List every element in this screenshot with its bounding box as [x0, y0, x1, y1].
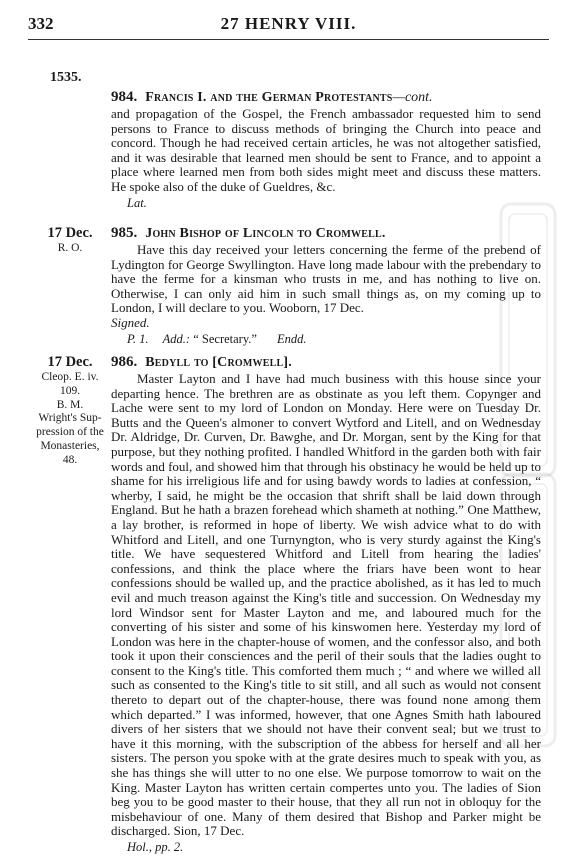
entry-body: [111, 372, 541, 839]
address-label: Add.:: [162, 331, 191, 346]
entry-note: [127, 840, 541, 855]
holograph-note: Hol., pp. 2.: [127, 840, 184, 854]
entry-heading: [111, 354, 541, 371]
entry-body: [111, 243, 541, 331]
entry-title: John Bishop of Lincoln to Cromwell.: [145, 226, 386, 241]
entry-date: 17 Dec.: [47, 354, 93, 370]
entry-number: 986.: [111, 354, 138, 370]
entry-note: [127, 332, 541, 347]
source-ref: Monasteries,: [40, 439, 100, 452]
pages-note: P. 1.: [127, 331, 149, 346]
entry-text: Master Layton and I have had much business with this house since your departing hence. The brethren are as obstinate as you left them. Copynger and Lache were sent to my lord of London on Monday. Here were on Tuesday Dr. Butts and the Queen's almoner to convert Wytford and Litell, and on Wednesday Dr. Aldridge, Dr. Curven, Dr. Bawghe, and Dr. Morgan, sent by the King for that purpose, but they nothing profited. I handled Whitford in the garden both with fair words and foul, and showed him that through his obstinacy he would be held up to shame for his irreligious life and for using bawdy words to ladies at confession, “ wherby, I said, he might be the occasion that shrift shall be laid down through England. But he hath a brazen forehead which shameth at nothing.” One Matthew, a lay brother, is reformed in hope of liberty. We wish advice what to do with Whitford and Litell, and one Turnyngton, who is very sturdy against the King's title. We have sequestered Whitford and Litell from hearing the ladies' confessions, and think the place where the friars have been wont to hear confessions should be walled up, and the practice abolished, as it has led to much evil and much treason against the King's title and succession. On Wednesday my lord Windsor sent for Master Layton and me, and laboured much for the converting of his sister and some of his kinswomen here. Yesterday my lord of London was here in the chapter-house of women, and the confessor also, and both took it upon their consciences and the peril of their souls that the ladies ought to consent to the King's title. This comforted them much ; “ and where we willed all such as consented to the King's title to sit still, and all such as would not consent thereto to depart out of the chapter-house, there was found none among them which departed.” I was informed, however, that one Agnes Smith hath laboured divers of her sisters that we should not have their convent seal; but we trust to have it this morning, with the subscription of the abbess for herself and all her sisters. The person you spoke with at the grate desires much to speak with you, as she has things she will utter to no one else. We purpose tomorrow to wait on the King. Master Layton has written certain compertes unto you. The ladies of Sion beg you to be good master to their house, that they all run not in obloquy for the misbehaviour of one. Many of them desired that Bishop and Parker might be discharged. Sion, 17 Dec.: [111, 371, 541, 839]
endorsed-note: Endd.: [276, 331, 307, 346]
entry-date: 17 Dec.: [47, 225, 93, 241]
source-ref: 109.: [59, 384, 81, 397]
header-rule: [28, 39, 549, 40]
entry-note: [127, 196, 541, 211]
library-stamp-watermark: [493, 470, 563, 750]
entry-heading: [111, 89, 541, 106]
entry-title: Bedyll to [Cromwell].: [145, 355, 292, 370]
entry-number: 985.: [111, 225, 138, 241]
entry-986: [111, 354, 541, 855]
language-note: Lat.: [127, 195, 147, 210]
library-stamp-watermark: [493, 200, 563, 480]
entry-cont: —cont.: [392, 90, 433, 105]
source-ref: Wright's Sup-: [38, 412, 102, 425]
entry-985: [111, 225, 541, 346]
entry-number: 984.: [111, 89, 138, 105]
source-ref: 48.: [62, 453, 78, 466]
margin-985: [30, 225, 110, 256]
entry-984: [111, 89, 541, 210]
entry-body: [111, 107, 541, 195]
source-ref: B. M.: [56, 398, 84, 411]
entry-heading: [111, 225, 541, 242]
entry-title: Francis I. and the German Protestants: [145, 90, 393, 105]
entry-text: Have this day received your letters concerning the ferme of the prebend of Lydington for George Swyllington. Have long made labour with the prebendary to have the ferme for a kinsman who trusts in me, and has nothing to live on. Otherwise, I can only aid him in such small things as, on my coming up to London, I will declare to you. Wooborn, 17 Dec.: [111, 242, 541, 316]
margin-986: [30, 354, 110, 468]
source-ref: Cleop. E. iv.: [41, 371, 99, 383]
source-ref: pression of the: [36, 426, 104, 439]
entry-text: and propagation of the Gospel, the French ambassador requested him to send persons to France to discuss methods of bringing the Church into peace and concord. Though he had received certain articles, he was not altogether satisfied, and it was desirable that learned men should be sent to France, and to appoint a place where learned men from both sides might meet and discuss these matters. He spoke also of the duke of Gueldres, &c.: [111, 106, 541, 194]
signed-note: Signed.: [111, 314, 150, 330]
page-number: 332: [28, 14, 54, 33]
source-ref: R. O.: [57, 242, 83, 254]
running-head: [28, 14, 549, 36]
address-value: “ Secretary.”: [193, 331, 257, 346]
running-title: 27 HENRY VIII.: [220, 14, 357, 33]
year-marginal: 1535.: [50, 70, 82, 85]
